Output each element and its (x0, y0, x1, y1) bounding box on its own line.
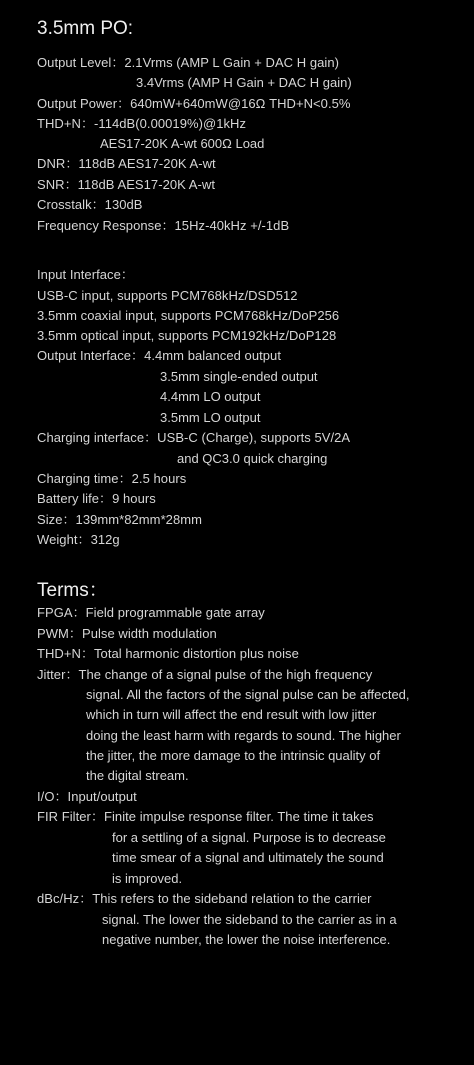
po-crosstalk: Crosstalk：130dB (37, 197, 143, 212)
term-jitter-cont-5: the digital stream. (86, 768, 189, 783)
io-charging-time: Charging time：2.5 hours (37, 471, 187, 486)
io-output-35lo: 3.5mm LO output (160, 410, 261, 425)
io-size: Size：139mm*82mm*28mm (37, 512, 202, 527)
terms-heading: Terms： (37, 580, 108, 601)
term-jitter-cont-1: signal. All the factors of the signal pulse can be affected, (86, 687, 410, 702)
term-jitter-cont-4: the jitter, the more damage to the intrinsic quality of (86, 748, 381, 763)
term-fir-cont-3: is improved. (112, 871, 183, 886)
po-snr: SNR：118dB AES17-20K A-wt (37, 177, 215, 192)
term-pwm: PWM：Pulse width modulation (37, 626, 217, 641)
term-fir-cont-2: time smear of a signal and ultimately the sound (112, 850, 384, 865)
io-weight: Weight：312g (37, 532, 120, 547)
term-dbc: dBc/Hz：This refers to the sideband relation to the carrier (37, 891, 372, 906)
po-output-level: Output Level：2.1Vrms (AMP L Gain + DAC H gain) (37, 55, 340, 70)
io-battery-life: Battery life：9 hours (37, 491, 156, 506)
io-coaxial-input: 3.5mm coaxial input, supports PCM768kHz/DoP256 (37, 308, 340, 323)
po-dnr: DNR：118dB AES17-20K A-wt (37, 156, 216, 171)
term-dbc-cont-2: negative number, the lower the noise interference. (102, 932, 391, 947)
po-thdn: THD+N：-114dB(0.00019%)@1kHz (37, 116, 247, 131)
io-output-interface: Output Interface：4.4mm balanced output (37, 348, 281, 363)
term-jitter-cont-2: which in turn will affect the end result with low jitter (86, 707, 377, 722)
io-output-44lo: 4.4mm LO output (160, 389, 261, 404)
po-output-level-cont: 3.4Vrms (AMP H Gain + DAC H gain) (136, 75, 352, 90)
io-output-se: 3.5mm single-ended output (160, 369, 318, 384)
io-charging-interface-cont: and QC3.0 quick charging (177, 451, 328, 466)
term-fir: FIR Filter：Finite impulse response filter. The time it takes (37, 809, 374, 824)
io-optical-input: 3.5mm optical input, supports PCM192kHz/DoP128 (37, 328, 337, 343)
term-fpga: FPGA：Field programmable gate array (37, 605, 265, 620)
po-frequency: Frequency Response：15Hz-40kHz +/-1dB (37, 218, 290, 233)
io-usb-input: USB-C input, supports PCM768kHz/DSD512 (37, 288, 298, 303)
po-heading: 3.5mm PO: (37, 18, 134, 39)
io-input-interface-label: Input Interface： (37, 267, 134, 282)
term-dbc-cont-1: signal. The lower the sideband to the carrier as in a (102, 912, 397, 927)
term-jitter: Jitter：The change of a signal pulse of the high frequency (37, 667, 373, 682)
term-thdn: THD+N：Total harmonic distortion plus noise (37, 646, 299, 661)
term-io: I/O：Input/output (37, 789, 137, 804)
term-jitter-cont-3: doing the least harm with regards to sound. The higher (86, 728, 401, 743)
po-output-power: Output Power：640mW+640mW@16Ω THD+N<0.5% (37, 96, 351, 111)
io-charging-interface: Charging interface：USB-C (Charge), supports 5V/2A (37, 430, 351, 445)
term-fir-cont-1: for a settling of a signal. Purpose is to decrease (112, 830, 386, 845)
po-thdn-cont: AES17-20K A-wt 600Ω Load (100, 136, 265, 151)
